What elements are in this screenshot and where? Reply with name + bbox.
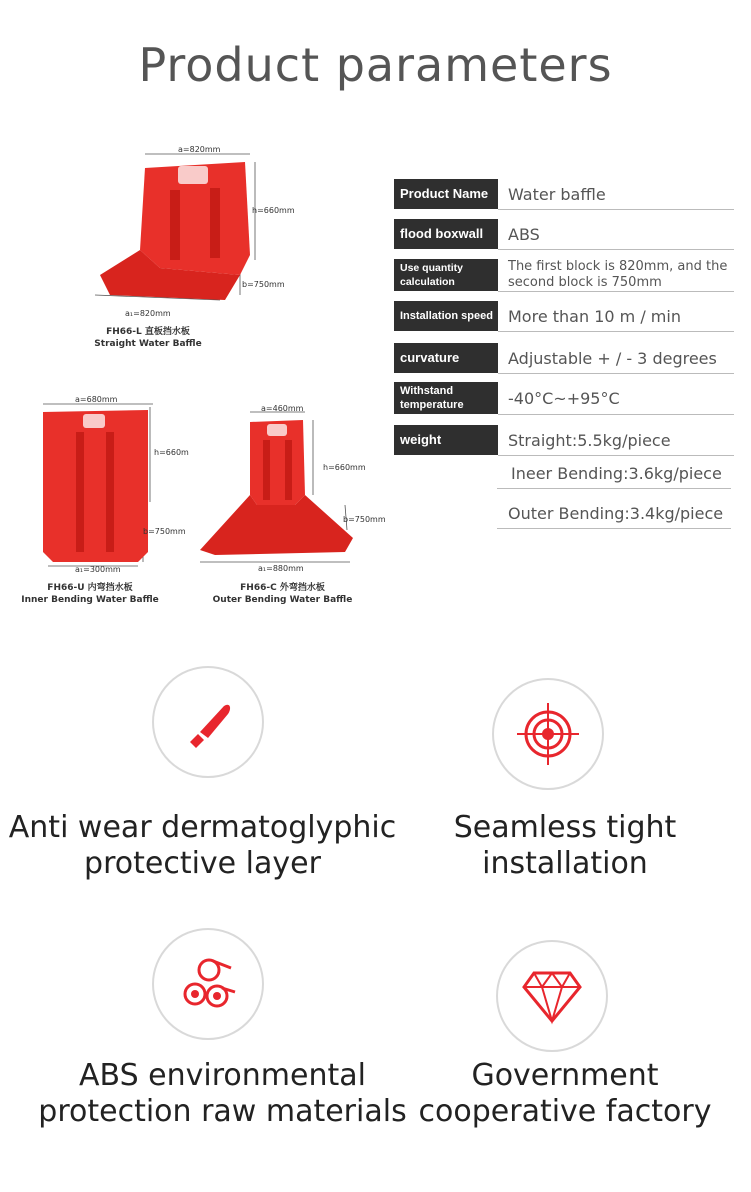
feature-icon-circle <box>152 666 264 778</box>
pipes-icon <box>175 954 241 1014</box>
param-value: Water baffle <box>498 179 734 210</box>
feature-seamless-line1: Seamless tight <box>453 810 677 845</box>
feature-abs <box>30 1058 415 1130</box>
param-label: Use quantity calculation <box>394 259 498 291</box>
inner-caption-cn: FH66-U 内弯挡水板 <box>47 583 133 593</box>
weight-outer-row: Outer Bending:3.4kg/piece <box>497 499 731 529</box>
feature-icon-circle <box>152 928 264 1040</box>
feature-seamless <box>405 810 725 882</box>
param-label: weight <box>394 425 498 455</box>
param-row-material <box>394 219 734 249</box>
param-value: The first block is 820mm, and the second block is 750mm <box>498 259 734 292</box>
straight-top-dim: a=820mm <box>178 145 221 154</box>
param-label: flood boxwall <box>394 219 498 249</box>
page-title: Product parameters <box>138 38 613 92</box>
param-label: Installation speed <box>394 301 498 331</box>
inner-baffle-image <box>38 402 188 572</box>
param-value: Adjustable + / - 3 degrees <box>498 343 734 374</box>
feature-icon-circle <box>492 678 604 790</box>
straight-b-dim: b=750mm <box>242 280 285 289</box>
outer-caption-en: Outer Bending Water Baffle <box>212 595 353 605</box>
outer-top-dim: a=460mm <box>261 404 304 413</box>
inner-caption <box>20 582 160 606</box>
outer-caption <box>210 582 355 606</box>
target-icon <box>513 699 583 769</box>
feature-icon-circle <box>496 940 608 1052</box>
straight-caption-cn: FH66-L 直板挡水板 <box>106 327 190 337</box>
straight-height-dim: h=660mm <box>252 206 295 215</box>
param-row-curvature <box>394 343 734 373</box>
inner-top-dim: a=680mm <box>75 395 118 404</box>
inner-baffle-figure <box>38 402 188 572</box>
outer-baffle-image <box>195 410 360 570</box>
param-row-installation-speed <box>394 301 734 331</box>
straight-caption-en: Straight Water Baffle <box>94 339 202 349</box>
outer-baffle-figure <box>195 410 360 570</box>
diamond-icon <box>520 967 584 1025</box>
feature-government-line2: cooperative factory <box>418 1094 712 1129</box>
feature-seamless-line2: installation <box>482 846 648 881</box>
param-value: ABS <box>498 219 734 250</box>
knife-icon <box>178 692 238 752</box>
weight-inner-row: Ineer Bending:3.6kg/piece <box>497 459 731 489</box>
inner-caption-en: Inner Bending Water Baffle <box>21 595 159 605</box>
param-label: Product Name <box>394 179 498 209</box>
outer-caption-cn: FH66-C 外弯挡水板 <box>240 583 325 593</box>
inner-b-dim: b=750mm <box>143 527 186 536</box>
feature-anti-wear-line2: protective layer <box>84 846 321 881</box>
outer-height-dim: h=660mm <box>323 463 366 472</box>
outer-b-dim: b=750mm <box>343 515 386 524</box>
param-row-temperature <box>394 382 734 414</box>
outer-bottom-dim: a₁=880mm <box>258 564 304 573</box>
param-label: curvature <box>394 343 498 373</box>
straight-baffle-image <box>90 150 290 315</box>
param-row-weight <box>394 425 734 455</box>
feature-government <box>410 1058 720 1130</box>
param-value: -40°C~+95°C <box>498 382 734 415</box>
straight-bottom-dim: a₁=820mm <box>125 309 171 318</box>
param-label: Withstand temperature <box>394 382 498 414</box>
feature-anti-wear <box>0 810 405 882</box>
feature-government-line1: Government <box>471 1058 659 1093</box>
feature-abs-line1: ABS environmental <box>79 1058 366 1093</box>
param-row-quantity <box>394 259 734 291</box>
param-value: Straight:5.5kg/piece <box>498 425 734 456</box>
straight-caption <box>88 326 208 350</box>
param-row-product-name <box>394 179 734 209</box>
inner-height-dim: h=660m <box>154 448 189 457</box>
feature-abs-line2: protection raw materials <box>38 1094 407 1129</box>
inner-bottom-dim: a₁=300mm <box>75 565 121 574</box>
straight-baffle-figure <box>90 150 290 315</box>
feature-anti-wear-line1: Anti wear dermatoglyphic <box>8 810 397 845</box>
param-value: More than 10 m / min <box>498 301 734 332</box>
